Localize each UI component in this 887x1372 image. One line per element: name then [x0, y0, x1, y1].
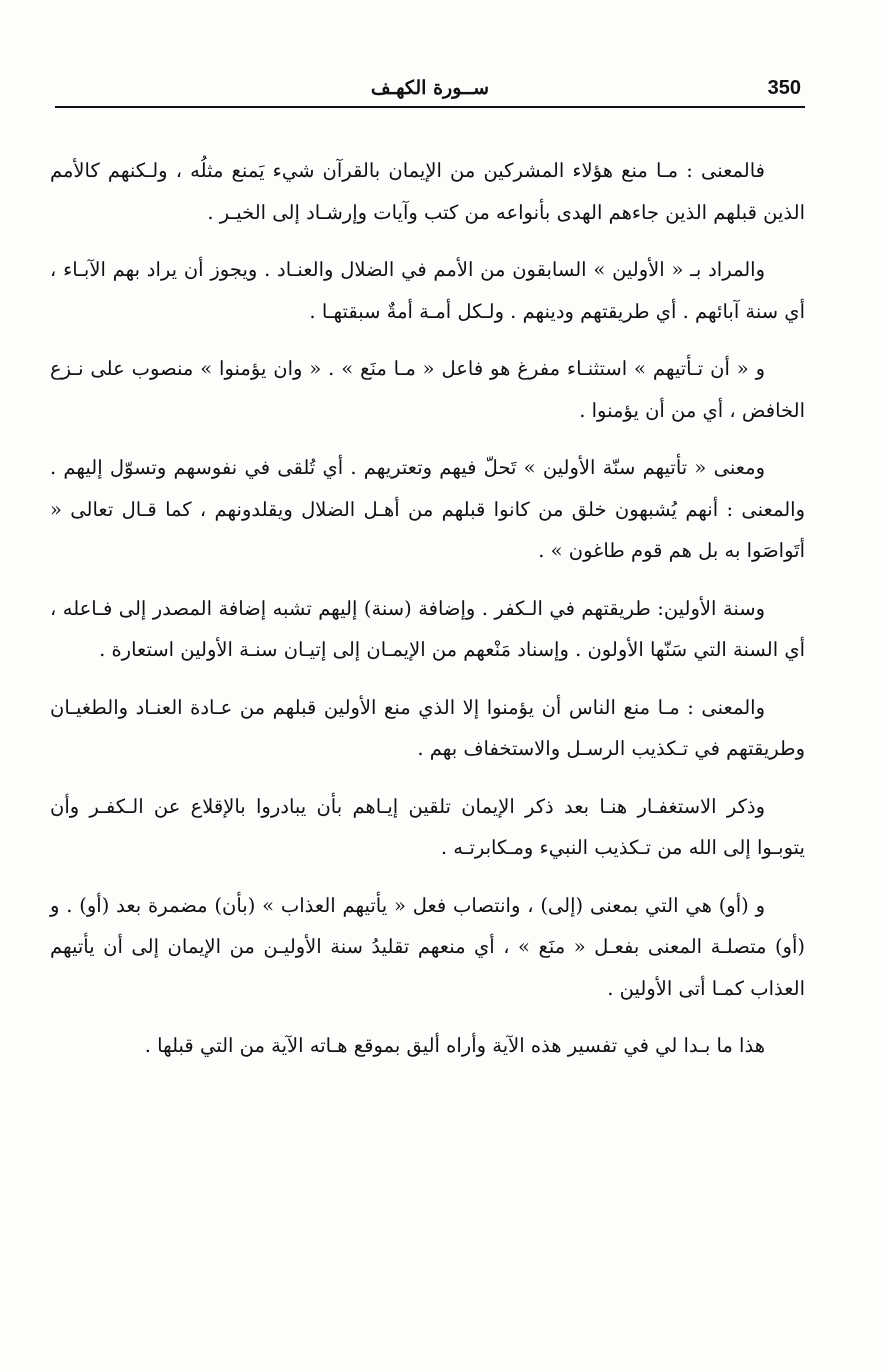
paragraph-4: ومعنى « تأتيهم سنّة الأولين » تَحلّ فيهم وتعتريهم . أي تُلقى في نفوسهم وتسوّل إليهم . والمعنى : أنهم يُشبهون خلق من كانوا قبلهم من أهـل الضلال ويقلدونهم ، كما قـال تعالى « أتَواصَوا به بل هم قوم طاغون » . [50, 456, 805, 562]
paragraph-6: والمعنى : مـا منع الناس أن يؤمنوا إلا الذي منع الأولين قبلهم من عـادة العنـاد والطغيـان وطريقتهم في تـكذيب الرسـل والاستخفاف بهم . [50, 695, 805, 760]
chapter-title: ســورة الكهـف [370, 77, 490, 99]
paragraph-8: و (أو) هي التي بمعنى (إلى) ، وانتصاب فعل « يأتيهم العذاب » (بأن) مضمرة بعد (أو) . و (أو) متصلـة المعنى بفعـل « منَع » ، أي منعهم تقليدُ سنة الأوليـن من الإيمان إلى أن يأتيهم العذاب كمـا أتى الأولين . [50, 893, 805, 1000]
paragraph-9: هذا ما بـدا لي في تفسير هذه الآية وأراه أليق بموقع هـاته الآية من التي قبلها . [144, 1034, 765, 1057]
body-text [50, 150, 805, 1083]
page-header [55, 70, 805, 108]
paragraph-1: فالمعنى : مـا منع هؤلاء المشركين من الإيمان بالقرآن شيء يَمنع مثلُه ، ولـكنهم كالأمم الذين قبلهم الذين جاءهم الهدى بأنواعه من كتب وآيات وإرشـاد إلى الخيـر . [50, 159, 805, 224]
paragraph-3: و « أن تـأتيهم » استثنـاء مفرغ هو فاعل « مـا منَع » . « وان يؤمنوا » منصوب على نـزع الخافض ، أي من أن يؤمنوا . [50, 357, 805, 422]
paragraph-7: وذكر الاستغفـار هنـا بعد ذكر الإيمان تلقين إيـاهم بأن يبادروا بالإقلاع عن الـكفـر وأن يتوبـوا إلى الله من تـكذيب النبيء ومـكابرتـه . [50, 794, 805, 859]
paragraph-2: والمراد بـ « الأولين » السابقون من الأمم في الضلال والعنـاد . ويجوز أن يراد بهم الآبـاء ، أي سنة آبائهم . أي طريقتهم ودينهم . ولـكل أمـة أمةٌ سبقتهـا . [50, 258, 805, 323]
paragraph-5: وسنة الأولين: طريقتهم في الـكفر . وإضافة (سنة) إليهم تشبه إضافة المصدر إلى فـاعله ، أي السنة التي سَنّها الأولون . وإسناد مَنْعهم من الإيمـان إلى إتيـان سنـة الأولين استعارة . [50, 596, 805, 661]
page-number: 350 [767, 77, 801, 99]
